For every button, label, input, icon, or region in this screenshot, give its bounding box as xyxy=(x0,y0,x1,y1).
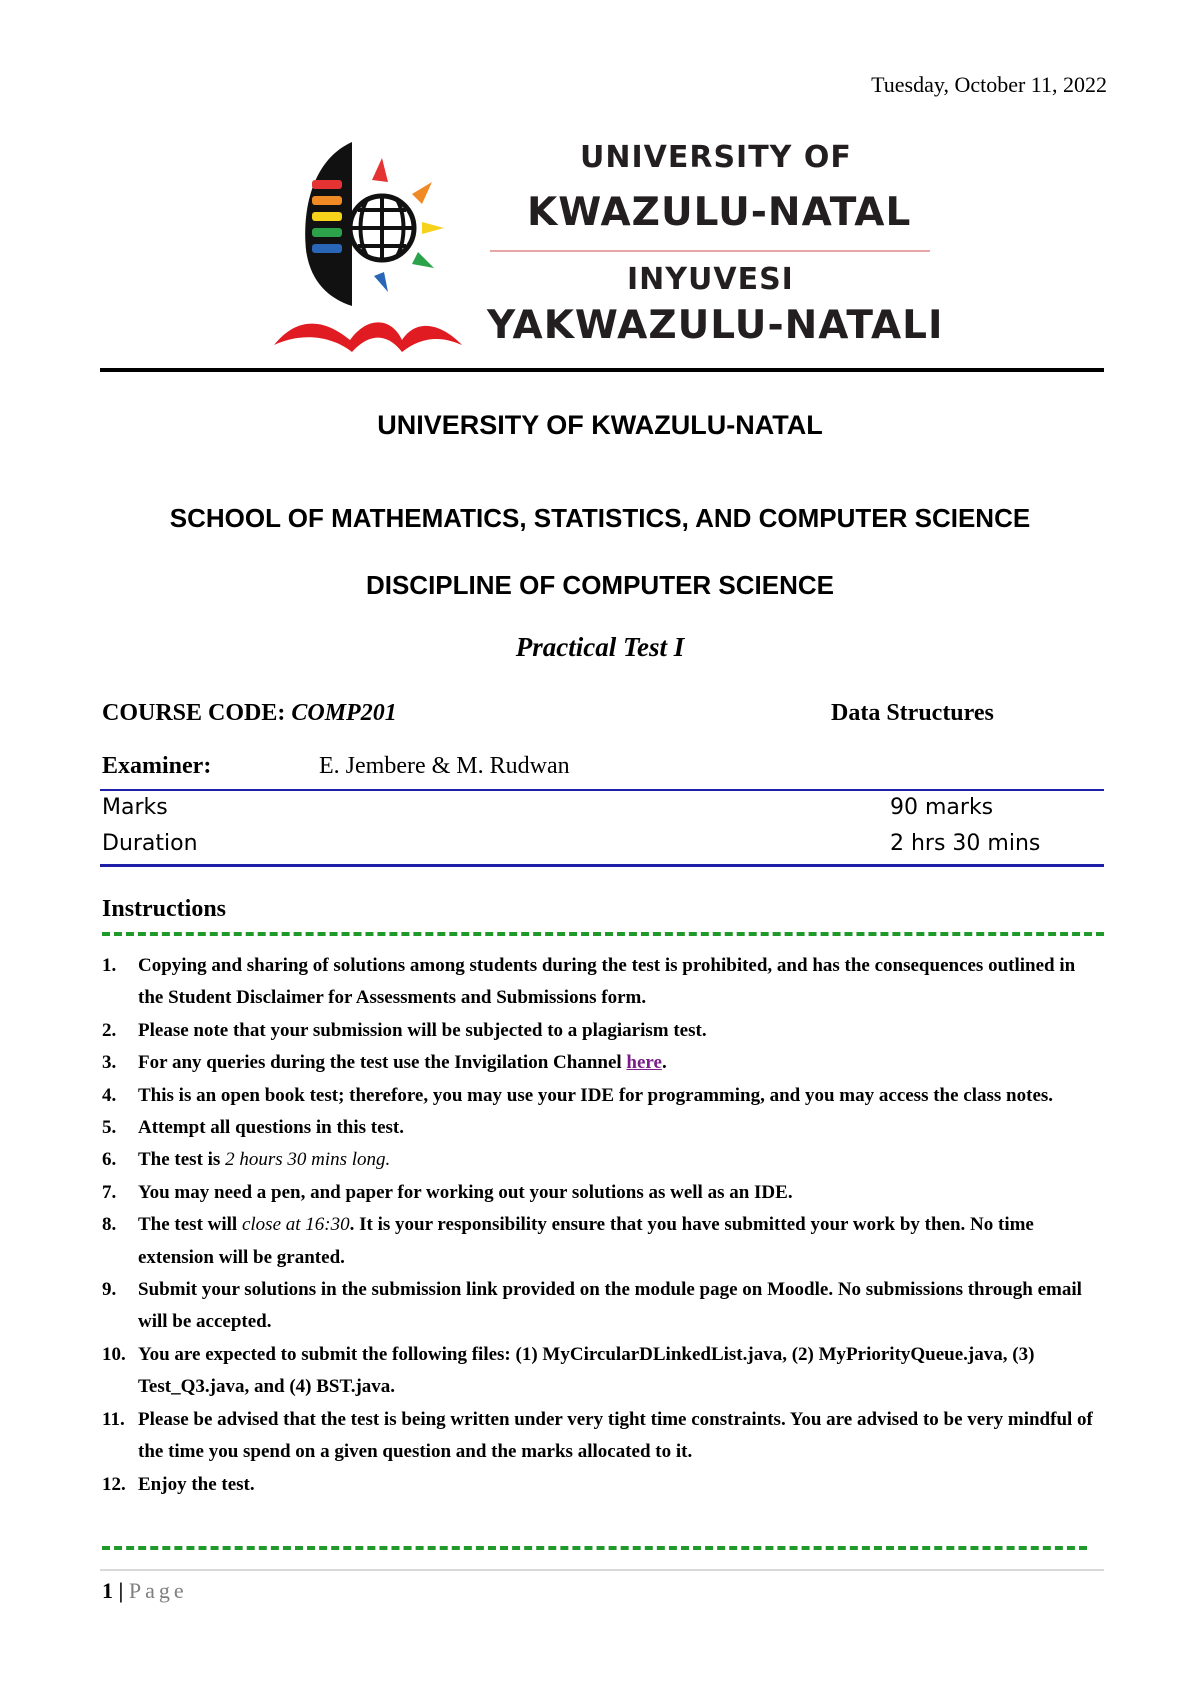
course-code xyxy=(102,700,397,727)
list-item: 9. Submit your solutions in the submission link provided on the module page on Moodle. No submissions through email will be accepted. xyxy=(102,1279,1082,1333)
logo-line-3: INYUVESI xyxy=(627,262,794,297)
list-item: 4. This is an open book test; therefore, you may use your IDE for programming, and you may access the class notes. xyxy=(102,1084,1054,1106)
university-logo xyxy=(272,140,944,365)
duration-label: Duration xyxy=(102,831,198,856)
list-item: 1. Copying and sharing of solutions among students during the test is prohibited, and has the consequences outlined in the Student Disclaimer for Assessments and Submissions form. xyxy=(102,955,1076,1009)
duration-value: 2 hrs 30 mins xyxy=(890,831,1041,856)
discipline-heading: DISCIPLINE OF COMPUTER SCIENCE xyxy=(365,570,835,600)
logo-divider xyxy=(490,250,930,252)
list-item: 11. Please be advised that the test is being written under very tight time constraints. You are advised to be very mindful of the time you spend on a given question and the marks allocated to it. xyxy=(102,1408,1093,1463)
list-item: 2. Please note that your submission will be subjected to a plagiarism test. xyxy=(102,1019,707,1041)
list-item: 5. Attempt all questions in this test. xyxy=(102,1117,405,1139)
list-item: 10. You are expected to submit the following files: (1) MyCircularDLinkedList.java, (2) MyPriorityQueue.java, (3) Test_Q3.java, and (4) BST.java. xyxy=(102,1343,1035,1398)
list-item: 8. The test will close at 16:30. It is your responsibility ensure that you have submitted your work by then. No time extension will be granted. xyxy=(102,1214,1034,1268)
instructions-bottom-divider xyxy=(102,1546,1087,1550)
list-item: 6. The test is 2 hours 30 mins long. xyxy=(102,1149,391,1171)
course-name: Data Structures xyxy=(831,700,994,726)
footer-rule xyxy=(100,1569,1104,1571)
invigilation-channel-link[interactable]: here xyxy=(626,1052,662,1074)
logo-line-2: KWAZULU-NATAL xyxy=(527,190,912,235)
list-item: 3. For any queries during the test use the Invigilation Channel here. xyxy=(102,1052,667,1074)
details-bottom-rule xyxy=(100,864,1104,867)
instructions-list xyxy=(102,950,1104,1501)
footer-separator: | xyxy=(113,1578,129,1603)
list-item: 12. Enjoy the test. xyxy=(102,1473,255,1495)
university-heading: UNIVERSITY OF KWAZULU-NATAL xyxy=(377,410,823,440)
page-word: Page xyxy=(128,1578,188,1603)
instructions-top-divider xyxy=(102,932,1104,936)
course-code-label: COURSE CODE: xyxy=(102,700,292,726)
examiner-label: Examiner: xyxy=(102,753,212,779)
header-rule xyxy=(100,368,1104,372)
examiner-value: E. Jembere & M. Rudwan xyxy=(319,753,570,779)
list-item: 7. You may need a pen, and paper for working out your solutions as well as an IDE. xyxy=(102,1181,793,1203)
logo-line-4: YAKWAZULU-NATALI xyxy=(487,303,944,348)
instructions-title: Instructions xyxy=(102,896,227,922)
marks-value: 90 marks xyxy=(890,795,994,820)
page-footer xyxy=(102,1578,188,1604)
details-top-rule xyxy=(100,789,1104,791)
school-heading: SCHOOL OF MATHEMATICS, STATISTICS, AND COMPUTER SCIENCE xyxy=(169,503,1031,533)
document-date: Tuesday, October 11, 2022 xyxy=(871,72,1107,97)
course-code-value: COMP201 xyxy=(291,700,397,726)
logo-line-1: UNIVERSITY OF xyxy=(580,140,852,175)
ukzn-emblem-icon xyxy=(272,140,482,365)
page-number: 1 xyxy=(102,1578,113,1603)
marks-label: Marks xyxy=(102,795,168,820)
test-title: Practical Test I xyxy=(515,632,685,662)
